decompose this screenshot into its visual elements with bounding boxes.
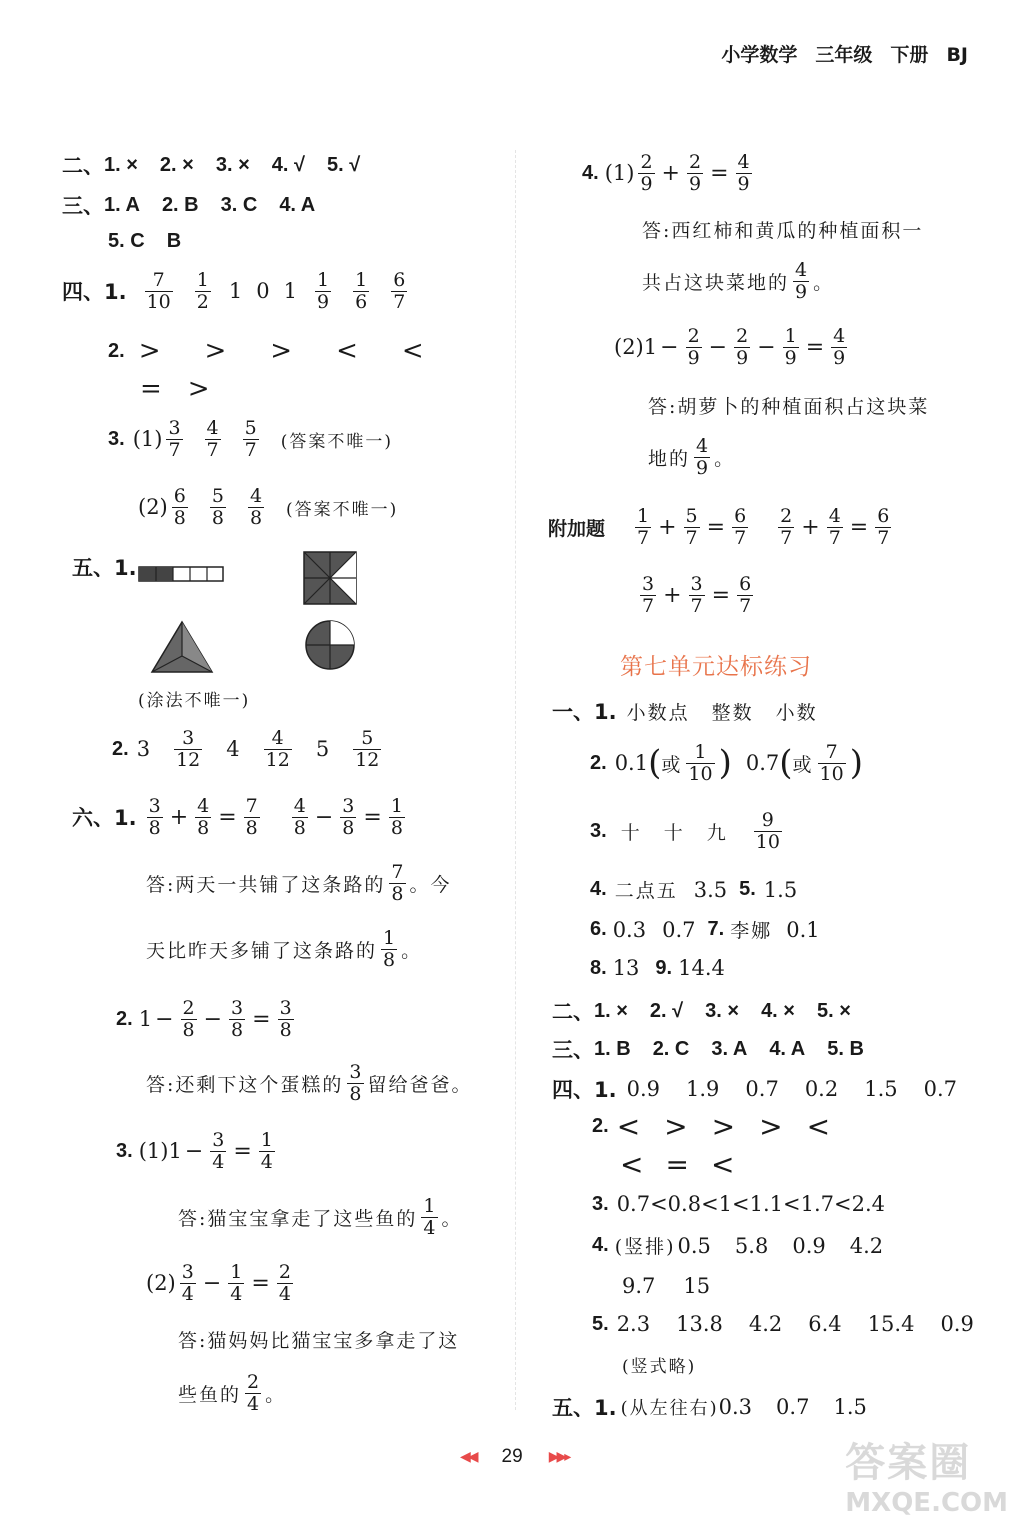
fraction: $\frac{4}{8}$: [249, 485, 263, 529]
si1-values: [141, 270, 412, 313]
value: 0.5: [677, 1233, 711, 1258]
right-san-row: 三、 1. B 2. C 3. A 4. A 5. B: [552, 1037, 864, 1062]
right-ans4d: 答:胡萝卜的种植面积占这块菜: [648, 396, 930, 418]
prev-arrow-icon: ◀◀: [460, 1449, 476, 1465]
value: 5: [315, 737, 330, 762]
section-title: 第七单元达标练习: [620, 654, 812, 680]
right-si4-row1: 4. (竖排) 0.5 5.8 0.9 4.2: [592, 1233, 884, 1258]
value: 4: [226, 737, 240, 762]
left-er-row: 二、 1. × 2. × 3. × 4. √ 5. √: [62, 153, 361, 178]
right-yi6-7: 6. 0.3 0.7 7. 李娜 0.1: [590, 917, 820, 942]
comparison-sign: <: [616, 1110, 641, 1143]
right-q4-eq1: 4. (1) $\frac{2}{9}$ + $\frac{2}{9}$ = $\frac{4}{9}$: [582, 151, 750, 195]
value: 9.7: [622, 1274, 656, 1298]
fraction: $\frac{5}{12}$: [355, 727, 380, 771]
value: 0.2: [804, 1077, 839, 1101]
right-yi3: 3. 十 十 九 $\frac{9}{10}$: [590, 809, 780, 853]
value: 1.9: [686, 1077, 720, 1101]
right-si2-row2: [620, 1148, 734, 1181]
comparison-sign: >: [138, 336, 161, 366]
left-san-row1: 三、 1. A 2. B 3. C 4. A: [62, 193, 316, 218]
value: 0.7: [745, 1077, 779, 1101]
liu-q3-eq1: 3. (1) 1 − $\frac{3}{4}$ = $\frac{1}{4}$: [116, 1129, 273, 1173]
left-wu2-row: 2. 3 $\frac{3}{12}$ 4 $\frac{4}{12}$ 5 $\frac{5}{12}$: [112, 727, 380, 771]
page-number: 29: [501, 1446, 523, 1467]
right-yi8-9: 8. 13 9. 14.4: [590, 956, 725, 980]
liu-q3-eq2: (2) $\frac{3}{4}$ − $\frac{1}{4}$ = $\frac{2}{4}$: [146, 1261, 291, 1305]
shaded-bar-figure: [138, 565, 226, 585]
liu-q1-eq: 六、1. $\frac{3}{8}$ + $\frac{4}{8}$ = $\frac{7}{8}$ $\frac{4}{8}$ − $\frac{3}{8}$ = $\frac{1}{8}$: [72, 795, 403, 839]
watermark-logo: 答案圈 MXQE.COM: [845, 1440, 1008, 1518]
right-ans4a: 答:西红柿和黄瓜的种植面积一: [642, 220, 924, 242]
fraction: $\frac{7}{10}$: [146, 269, 171, 313]
value: 15: [683, 1274, 711, 1298]
comparison-sign: >: [759, 1110, 783, 1143]
fraction: $\frac{6}{8}$: [173, 485, 186, 529]
value: 0.7: [776, 1395, 810, 1419]
value: 4.2: [849, 1233, 884, 1258]
value: 0.3: [718, 1395, 753, 1419]
value: 5.8: [734, 1233, 769, 1258]
fraction: $\frac{3}{7}$: [168, 417, 181, 461]
liu-ans3c: 答:猫妈妈比猫宝宝多拿走了这: [178, 1330, 460, 1352]
fraction: $\frac{4}{7}$: [206, 417, 219, 461]
column-divider: [515, 150, 516, 1410]
right-si5-note: (竖式略): [622, 1357, 697, 1377]
liu-ans1-line1: 答:两天一共铺了这条路的 $\frac{7}{8}$ 。今: [146, 861, 452, 905]
value: 4.2: [748, 1312, 783, 1336]
right-ans4b: 共占这块菜地的 $\frac{4}{9}$ 。: [642, 259, 835, 303]
bonus-row2: $\frac{3}{7}$ + $\frac{3}{7}$ = $\frac{6}{7}$: [642, 573, 752, 617]
fraction: $\frac{5}{7}$: [244, 417, 257, 461]
liu-ans3a: 答:猫宝宝拿走了这些鱼的 $\frac{1}{4}$ 。: [178, 1195, 463, 1239]
right-si1-row: 四、1. 0.9 1.9 0.7 0.2 1.5 0.7: [552, 1077, 958, 1102]
comparison-sign: >: [711, 1110, 736, 1143]
volume: 下册: [890, 44, 929, 66]
value: 0.7: [923, 1077, 958, 1101]
left-si2-row2: [140, 374, 210, 404]
fraction: $\frac{1}{9}$: [317, 269, 330, 313]
comparison-sign: <: [620, 1148, 644, 1181]
left-si2-row1: 2. > > > < <: [108, 336, 424, 366]
right-yi1: 一、1. 小数点 整数 小数: [552, 700, 818, 724]
liu-ans3d: 些鱼的 $\frac{2}{4}$ 。: [178, 1371, 287, 1415]
left-wu-row: 五、1.: [72, 556, 137, 580]
page-footer: [460, 1446, 568, 1468]
value: 1: [228, 279, 243, 304]
comparison-sign: <: [336, 336, 358, 366]
comparison-sign: >: [270, 336, 293, 366]
right-yi2: 2. 0.1 ( 或 $\frac{1}{10}$ ) 0.7 ( 或 $\frac{7}{10}$ ): [590, 741, 863, 785]
fraction: $\frac{5}{8}$: [211, 485, 224, 529]
value: 1.5: [864, 1077, 898, 1101]
edition: BJ: [946, 44, 968, 66]
comparison-sign: =: [665, 1148, 689, 1181]
value: 15.4: [867, 1312, 915, 1336]
subject: 小学数学: [721, 44, 798, 66]
right-si5-row: 5. 2.3 13.8 4.2 6.4 15.4 0.9: [592, 1312, 974, 1336]
fraction: $\frac{3}{12}$: [176, 727, 201, 771]
right-q4-eq2: (2) 1 − $\frac{2}{9}$ − $\frac{2}{9}$ − $\frac{1}{9}$ = $\frac{4}{9}$: [614, 325, 846, 369]
value: 0.9: [792, 1233, 826, 1258]
comparison-sign: =: [140, 374, 162, 404]
right-si3-row: 3. 0.7<0.8<1<1.1<1.7<2.4: [592, 1192, 886, 1216]
fraction: $\frac{4}{12}$: [265, 727, 290, 771]
comparison-sign: <: [806, 1110, 831, 1143]
shaded-circle-figure: [303, 618, 357, 672]
right-er-row: 二、 1. × 2. √ 3. × 4. × 5. ×: [552, 999, 851, 1024]
comparison-sign: <: [710, 1148, 735, 1181]
color-note: (涂法不唯一): [138, 691, 251, 711]
left-si1-row: 四、1. $\frac{7}{10}$ $\frac{1}{2}$ 1 0 1 $\frac{1}{9}$ $\frac{1}{6}$ $\frac{6}{7}$: [62, 270, 411, 313]
value: 13.8: [676, 1312, 723, 1336]
comparison-sign: >: [187, 374, 210, 404]
value: 1: [283, 279, 297, 304]
fraction: $\frac{1}{2}$: [196, 269, 209, 313]
next-arrow-icon: ▶▶▸: [548, 1449, 569, 1465]
comparison-sign: >: [664, 1110, 688, 1143]
left-si3-row2: (2) $\frac{6}{8}$ $\frac{5}{8}$ $\frac{4}{8}$ (答案不唯一): [138, 485, 399, 529]
comparison-sign: >: [204, 336, 227, 366]
shaded-square-figure: [302, 550, 358, 606]
right-si4-row2: [622, 1274, 710, 1298]
comparison-sign: <: [401, 336, 424, 366]
grade: 三年级: [815, 44, 873, 66]
value: 0: [256, 279, 270, 304]
left-san-row2: 5. C B: [108, 230, 182, 252]
value: 6.4: [808, 1312, 842, 1336]
value: 1.5: [833, 1395, 867, 1419]
page-header: [703, 40, 968, 67]
bonus-row1: 附加题 $\frac{1}{7}$ + $\frac{5}{7}$ = $\frac{6}{7}$ $\frac{2}{7}$ + $\frac{4}{7}$ = $\frac{6}{7}$: [548, 505, 890, 549]
liu-ans2: 答:还剩下这个蛋糕的 $\frac{3}{8}$ 留给爸爸。: [146, 1061, 473, 1105]
liu-ans1-line2: 天比昨天多铺了这条路的 $\frac{1}{8}$ 。: [146, 927, 423, 971]
value: 0.9: [940, 1312, 974, 1336]
fraction: $\frac{1}{6}$: [355, 269, 368, 313]
right-si2-row1: 2. < > > > <: [592, 1110, 831, 1143]
value: 0.9: [626, 1077, 660, 1101]
fraction: $\frac{6}{7}$: [393, 269, 406, 313]
right-ans4e: 地的 $\frac{4}{9}$ 。: [648, 435, 736, 479]
right-yi4-5: 4. 二点五 3.5 5. 1.5: [590, 877, 798, 902]
liu-q2-eq: 2. 1 − $\frac{2}{8}$ − $\frac{3}{8}$ = $\frac{3}{8}$: [116, 997, 292, 1041]
value: 3: [136, 737, 151, 762]
right-wu-row: 五、1. (从左往右) 0.3 0.7 1.5: [552, 1395, 867, 1420]
shaded-triangle-figure: [150, 620, 214, 676]
value: 2.3: [616, 1312, 651, 1336]
left-si3-row1: 3. (1) $\frac{3}{7}$ $\frac{4}{7}$ $\frac{5}{7}$ (答案不唯一): [108, 417, 393, 461]
